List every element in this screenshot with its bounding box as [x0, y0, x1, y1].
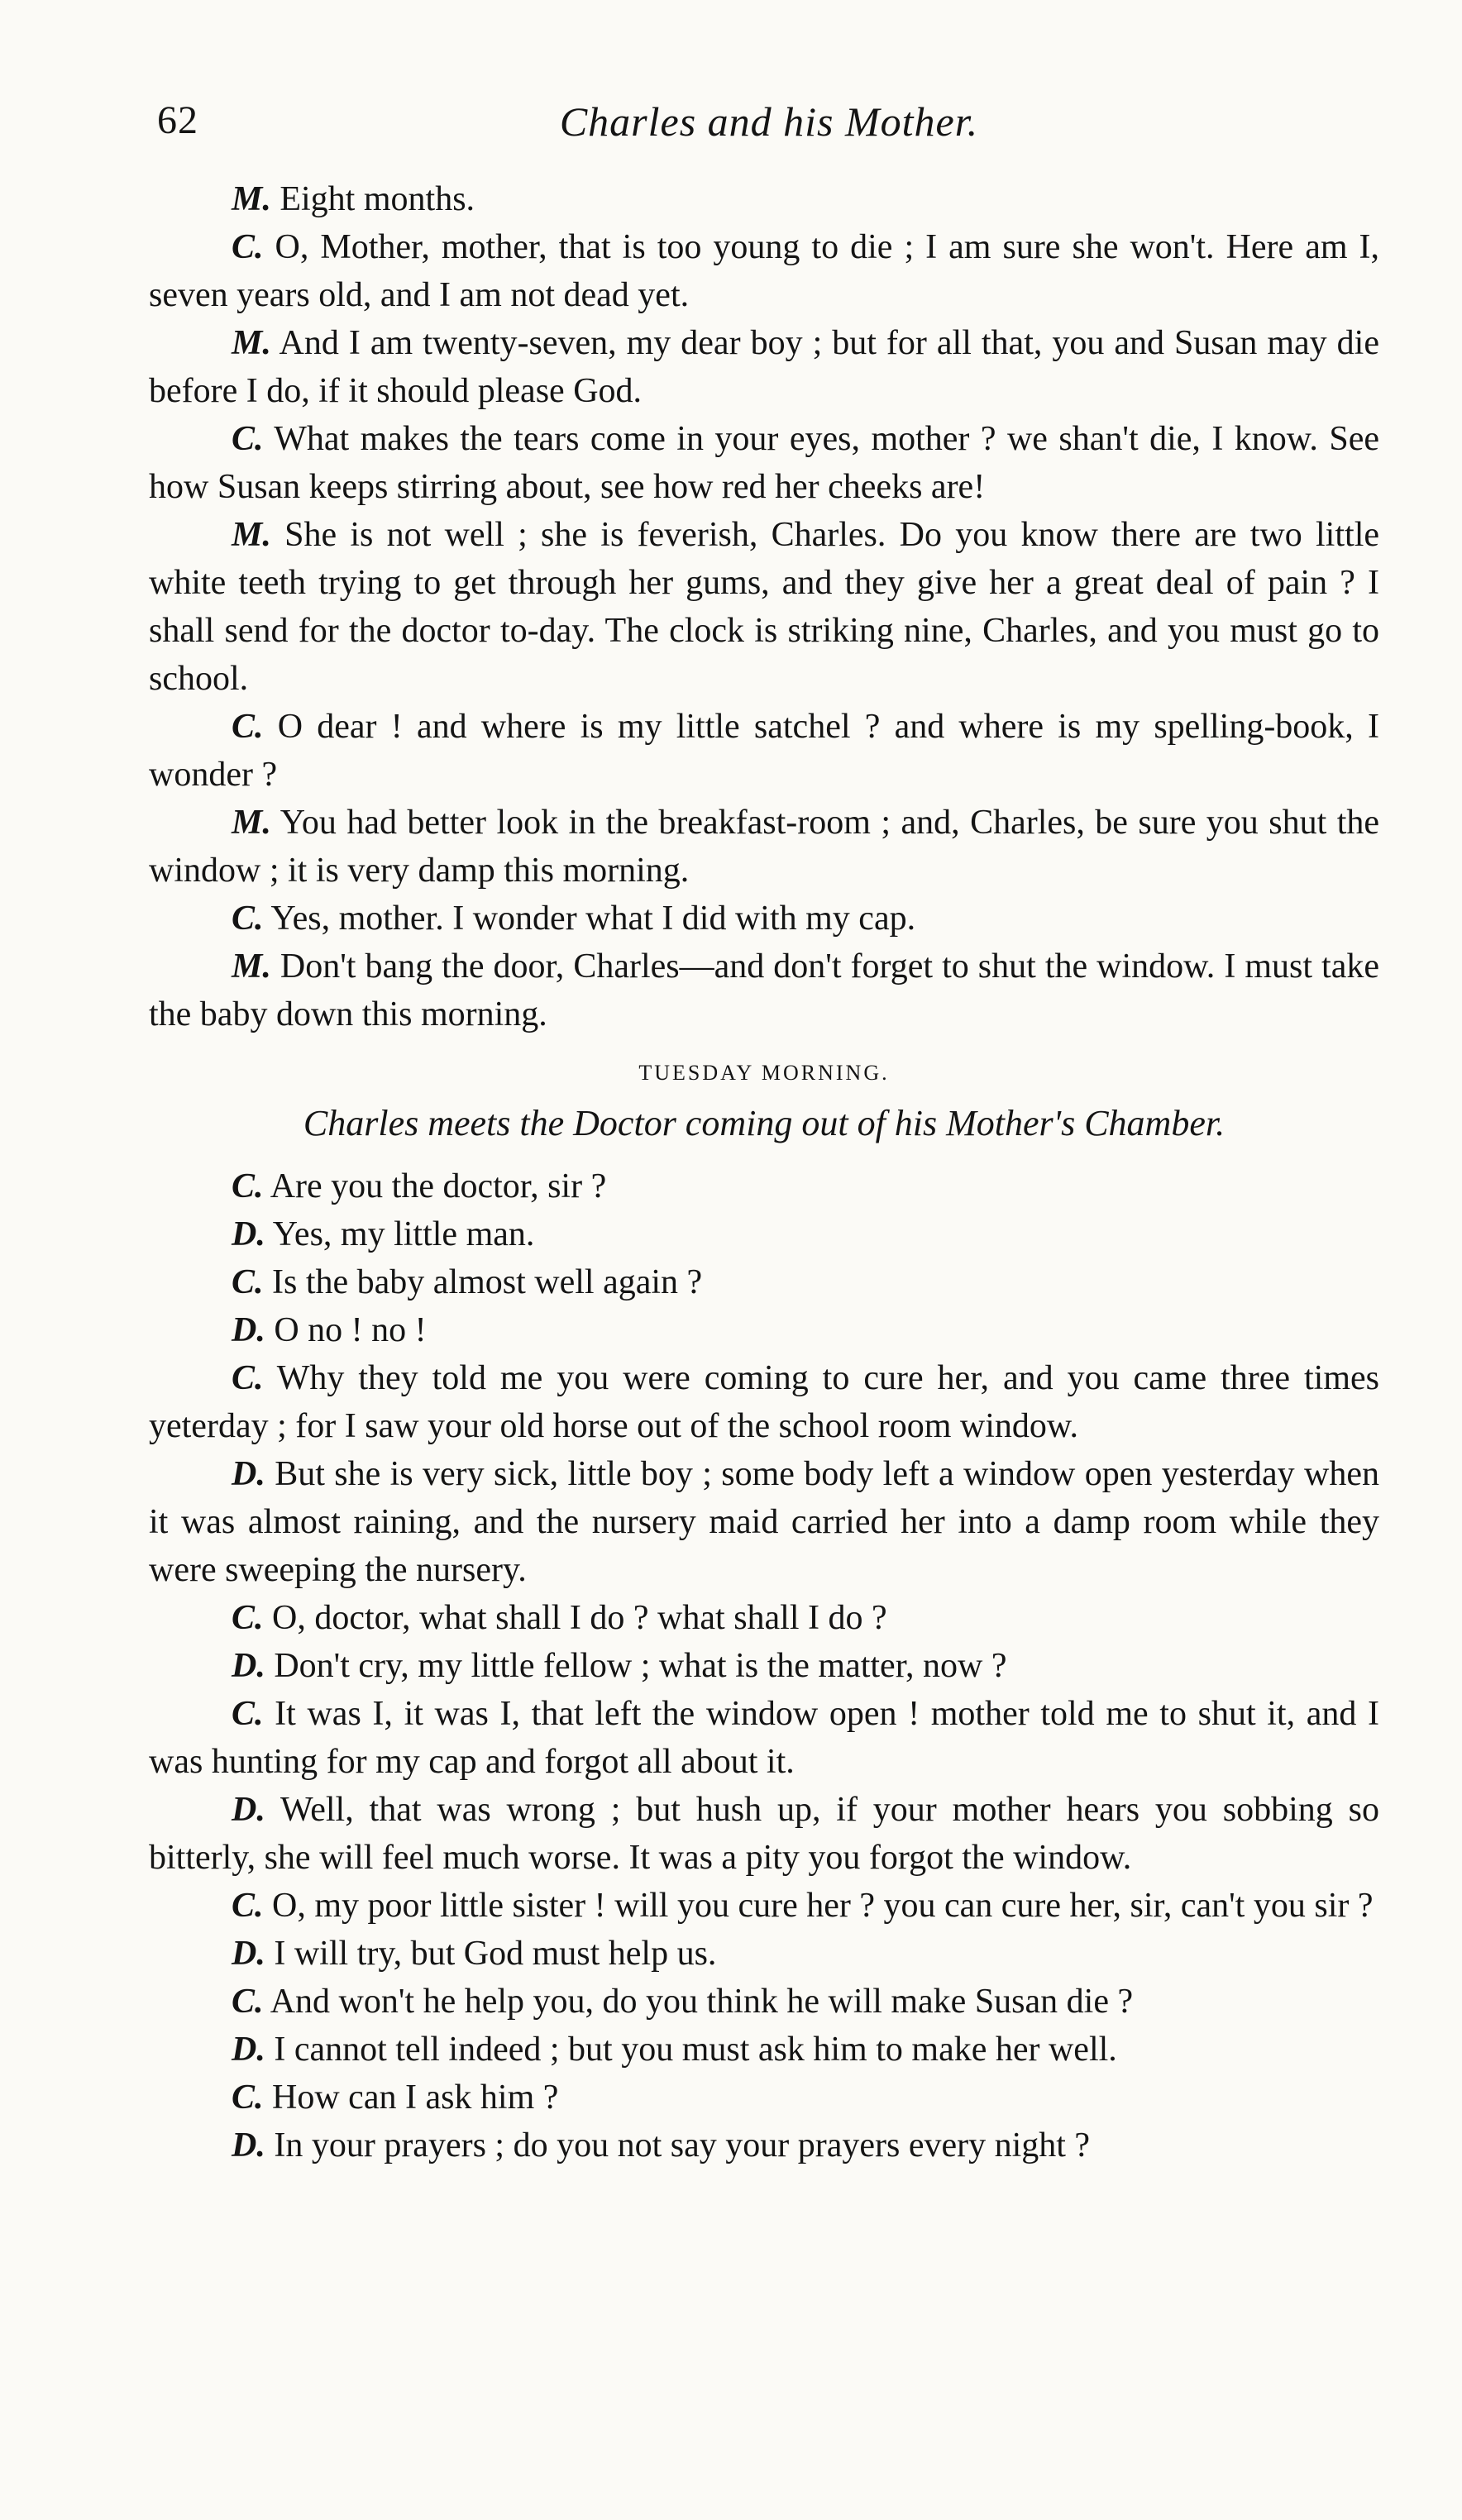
- dialogue-text: O dear ! and where is my little satchel ? and where is my spelling-book, I wonder ?: [149, 708, 1380, 794]
- dialogue-text: What makes the tears come in your eyes, mother ? we shan't die, I know. See how Susan keeps stirring about, see how red her cheeks are!: [149, 420, 1379, 506]
- dialogue-line: [149, 703, 1379, 799]
- speaker-label: M.: [232, 947, 271, 986]
- dialogue-line: [149, 943, 1379, 1038]
- speaker-label: C.: [232, 1263, 264, 1301]
- dialogue-line: [149, 415, 1379, 511]
- speaker-label: D.: [232, 2126, 265, 2164]
- dialogue-line: [149, 1690, 1379, 1786]
- dialogue-text: You had better look in the breakfast-room ; and, Charles, be sure you shut the window ; it is very damp this morning.: [149, 804, 1379, 890]
- speaker-label: C.: [232, 900, 264, 938]
- dialogue-text: Don't bang the door, Charles—and don't forget to shut the window. I must take the baby down this morning.: [149, 947, 1379, 1033]
- speaker-label: M.: [232, 324, 271, 362]
- dialogue-line: [149, 1354, 1379, 1450]
- dialogue-line: [149, 2121, 1379, 2169]
- dialogue-line: [149, 175, 1379, 223]
- speaker-label: C.: [232, 1599, 264, 1637]
- dialogue-line: [149, 1594, 1379, 1642]
- speaker-label: C.: [232, 1167, 264, 1205]
- page-header: [157, 98, 1381, 150]
- dialogue-text: Well, that was wrong ; but hush up, if your mother hears you sobbing so bitterly, she will feel much worse. It was a pity you forgot the window.: [149, 1791, 1379, 1877]
- dialogue-line: [149, 1306, 1379, 1354]
- dialogue-line: [149, 1162, 1379, 1210]
- speaker-label: D.: [232, 1647, 265, 1685]
- dialogue-text: O, Mother, mother, that is too young to die ; I am sure she won't. Here am I, seven years old, and I am not dead yet.: [149, 228, 1380, 314]
- speaker-label: C.: [232, 708, 264, 746]
- speaker-label: D.: [232, 1935, 265, 1973]
- dialogue-line: [149, 1978, 1379, 2026]
- dialogue-block-2: [149, 1162, 1379, 2169]
- speaker-label: C.: [232, 420, 264, 458]
- dialogue-line: [149, 1930, 1379, 1978]
- speaker-label: M.: [232, 180, 271, 218]
- dialogue-text: But she is very sick, little boy ; some body left a window open yesterday when it was almost raining, and the nursery maid carried her into a damp room while they were sweeping the nursery.: [149, 1455, 1379, 1589]
- dialogue-line: [149, 1786, 1379, 1882]
- dialogue-text: Is the baby almost well again ?: [272, 1263, 703, 1301]
- dialogue-text: And I am twenty-seven, my dear boy ; but for all that, you and Susan may die before I do, if it should please God.: [149, 324, 1379, 410]
- dialogue-line: [149, 895, 1379, 943]
- speaker-label: C.: [232, 1983, 264, 2021]
- speaker-label: C.: [232, 1887, 264, 1925]
- dialogue-text: And won't he help you, do you think he will make Susan die ?: [270, 1983, 1134, 2021]
- dialogue-text: In your prayers ; do you not say your prayers every night ?: [274, 2126, 1091, 2164]
- dialogue-line: [149, 799, 1379, 895]
- dialogue-text: I cannot tell indeed ; but you must ask him to make her well.: [274, 2031, 1117, 2069]
- dialogue-text: It was I, it was I, that left the window open ! mother told me to shut it, and I was hunting for my cap and forgot all about it.: [149, 1695, 1380, 1781]
- dialogue-block-1: [149, 175, 1379, 1038]
- speaker-label: D.: [232, 2031, 265, 2069]
- dialogue-line: [149, 511, 1379, 703]
- dialogue-text: O no ! no !: [274, 1311, 427, 1349]
- dialogue-line: [149, 1642, 1379, 1690]
- dialogue-line: [149, 2026, 1379, 2074]
- speaker-label: D.: [232, 1215, 265, 1253]
- section-heading: TUESDAY MORNING.: [638, 1061, 890, 1085]
- page-body: [149, 175, 1379, 2169]
- speaker-label: C.: [232, 2079, 264, 2117]
- dialogue-text: Yes, my little man.: [272, 1215, 535, 1253]
- speaker-label: C.: [232, 1359, 264, 1397]
- dialogue-text: How can I ask him ?: [272, 2079, 559, 2117]
- dialogue-text: She is not well ; she is feverish, Charles. Do you know there are two little white teeth trying to get through her gums, and they give her a great deal of pain ? I shall send for the doctor to-day. The clock is striking nine, Charles, and you must go to school.: [149, 516, 1380, 698]
- dialogue-line: [149, 1210, 1379, 1258]
- dialogue-line: [149, 2074, 1379, 2121]
- speaker-label: C.: [232, 1695, 264, 1733]
- dialogue-line: [149, 319, 1379, 415]
- speaker-label: D.: [232, 1455, 265, 1493]
- speaker-label: D.: [232, 1791, 265, 1829]
- dialogue-line: [149, 1450, 1379, 1594]
- dialogue-text: Don't cry, my little fellow ; what is the matter, now ?: [274, 1647, 1007, 1685]
- dialogue-text: Yes, mother. I wonder what I did with my cap.: [270, 900, 916, 938]
- dialogue-text: Are you the doctor, sir ?: [270, 1167, 607, 1205]
- speaker-label: D.: [232, 1311, 265, 1349]
- dialogue-text: I will try, but God must help us.: [274, 1935, 717, 1973]
- dialogue-text: Why they told me you were coming to cure her, and you came three times yeterday ; for I saw your old horse out of the school room window.: [149, 1359, 1380, 1445]
- page-number: 62: [157, 98, 198, 142]
- running-head: Charles and his Mother.: [559, 98, 979, 145]
- dialogue-text: O, my poor little sister ! will you cure her ? you can cure her, sir, can't you sir ?: [272, 1887, 1374, 1925]
- speaker-label: M.: [232, 804, 271, 842]
- section-subheading: Charles meets the Doctor coming out of his Mother's Chamber.: [303, 1103, 1226, 1143]
- dialogue-line: [149, 1882, 1379, 1930]
- dialogue-line: [149, 1258, 1379, 1306]
- dialogue-text: Eight months.: [280, 180, 475, 218]
- speaker-label: M.: [232, 516, 271, 554]
- dialogue-text: O, doctor, what shall I do ? what shall I do ?: [272, 1599, 887, 1637]
- dialogue-line: [149, 223, 1379, 319]
- speaker-label: C.: [232, 228, 264, 266]
